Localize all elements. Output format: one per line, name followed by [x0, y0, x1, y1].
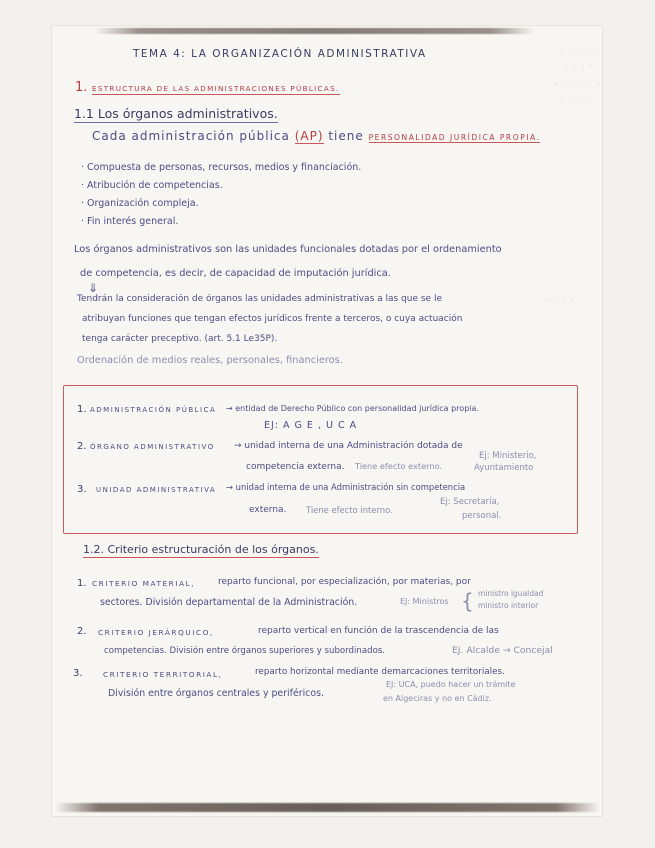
- box-item-2-example-1: Ej: Ministerio,: [479, 451, 537, 461]
- intro-line: Cada administración pública (AP) tiene PERSONALIDAD JURÍDICA PROPIA.: [92, 129, 541, 143]
- box-item-2-note: Tiene efecto externo.: [355, 461, 443, 471]
- consideration-line-2: atribuyan funciones que tengan efectos jurídicos frente a terceros, o cuya actuación: [82, 314, 463, 324]
- box-item-3-note: Tiene efecto interno.: [306, 505, 393, 515]
- criterion-1-example-b: ministro interior: [478, 601, 539, 610]
- section-1-number: 1.: [75, 80, 88, 95]
- section-1-heading: ESTRUCTURA DE LAS ADMINISTRACIONES PÚBLICAS.: [92, 84, 340, 93]
- bullet-item: · Organización compleja.: [81, 198, 199, 209]
- box-item-2-term: ÓRGANO ADMINISTRATIVO: [90, 443, 215, 451]
- definition-line-2: de competencia, es decir, de capacidad de imputación jurídica.: [80, 268, 391, 279]
- criterion-3-example-1: EJ: UCA, puedo hacer un trámite: [386, 680, 516, 689]
- criterion-2-term: CRITERIO JERÁRQUICO,: [98, 628, 214, 637]
- box-item-2-number: 2.: [77, 441, 87, 452]
- consideration-line-1: Tendrán la consideración de órganos las unidades administrativas a las que se le: [77, 294, 442, 304]
- criterion-1-line-1: reparto funcional, por especialización, por materias, por: [218, 577, 471, 587]
- criterion-2-number: 2.: [77, 626, 87, 637]
- criterion-3-term: CRITERIO TERRITORIAL,: [103, 670, 223, 679]
- criterion-1-example-a: ministro igualdad: [478, 589, 544, 598]
- box-item-1-term: ADMINISTRACIÓN PÚBLICA: [90, 406, 217, 414]
- box-item-3-example-1: Ej: Secretaría,: [440, 497, 500, 507]
- criterion-3-example-2: en Algeciras y no en Cádiz.: [383, 694, 492, 703]
- box-item-3-example-2: personal.: [462, 511, 502, 521]
- subsection-1-2-heading: 1.2. Criterio estructuración de los órganos.: [83, 543, 319, 556]
- criterion-3-line-2: División entre órganos centrales y periféricos.: [108, 688, 324, 699]
- criterion-1-number: 1.: [77, 578, 87, 589]
- bullet-item: · Fin interés general.: [81, 216, 179, 227]
- criterion-2-line-2: competencias. División entre órganos superiores y subordinados.: [104, 646, 386, 656]
- box-item-3-number: 3.: [77, 484, 87, 495]
- criterion-1-line-2: sectores. División departamental de la Administración.: [100, 597, 358, 608]
- ordenacion-line: Ordenación de medios reales, personales, financieros.: [77, 355, 343, 366]
- bullet-item: · Compuesta de personas, recursos, medios y financiación.: [81, 162, 362, 173]
- definition-line-1: Los órganos administrativos son las unidades funcionales dotadas por el ordenamiento: [74, 244, 502, 255]
- box-item-3-term: UNIDAD ADMINISTRATIVA: [96, 486, 217, 494]
- box-item-2-example-2: Ayuntamiento: [474, 463, 534, 473]
- box-item-2-text-2: competencia externa.: [246, 462, 345, 472]
- criterion-2-example: EJ. Alcalde → Concejal: [452, 645, 553, 656]
- criterion-3-line-1: reparto horizontal mediante demarcaciones territoriales.: [255, 667, 505, 677]
- page-title: TEMA 4: LA ORGANIZACIÓN ADMINISTRATIVA: [133, 48, 427, 60]
- bullet-item: · Atribución de competencias.: [81, 180, 223, 191]
- paper-edge-top: [95, 28, 535, 34]
- subsection-1-1-heading: 1.1 Los órganos administrativos.: [74, 106, 278, 121]
- consideration-line-3: tenga carácter preceptivo. (art. 5.1 Le35P).: [82, 334, 278, 344]
- criterion-1-brace: {: [461, 589, 474, 613]
- box-item-3-text-2: externa.: [249, 505, 287, 515]
- criterion-3-number: 3.: [73, 668, 83, 679]
- criterion-1-term: CRITERIO MATERIAL,: [92, 579, 196, 588]
- box-item-1-example: EJ: A G E , U C A: [264, 420, 358, 431]
- paper-edge-bottom: [55, 803, 600, 812]
- criterion-1-example: EJ: Ministros: [400, 597, 449, 606]
- box-item-1-text: → entidad de Derecho Público con personalidad jurídica propia.: [226, 404, 479, 413]
- criterion-2-line-1: reparto vertical en función de la trascendencia de las: [258, 626, 499, 636]
- box-item-3-text: → unidad interna de una Administración sin competencia: [226, 482, 466, 492]
- down-arrow-icon: ⇓: [88, 281, 99, 295]
- box-item-1-number: 1.: [77, 404, 87, 415]
- box-item-2-text: → unidad interna de una Administración dotada de: [234, 441, 463, 451]
